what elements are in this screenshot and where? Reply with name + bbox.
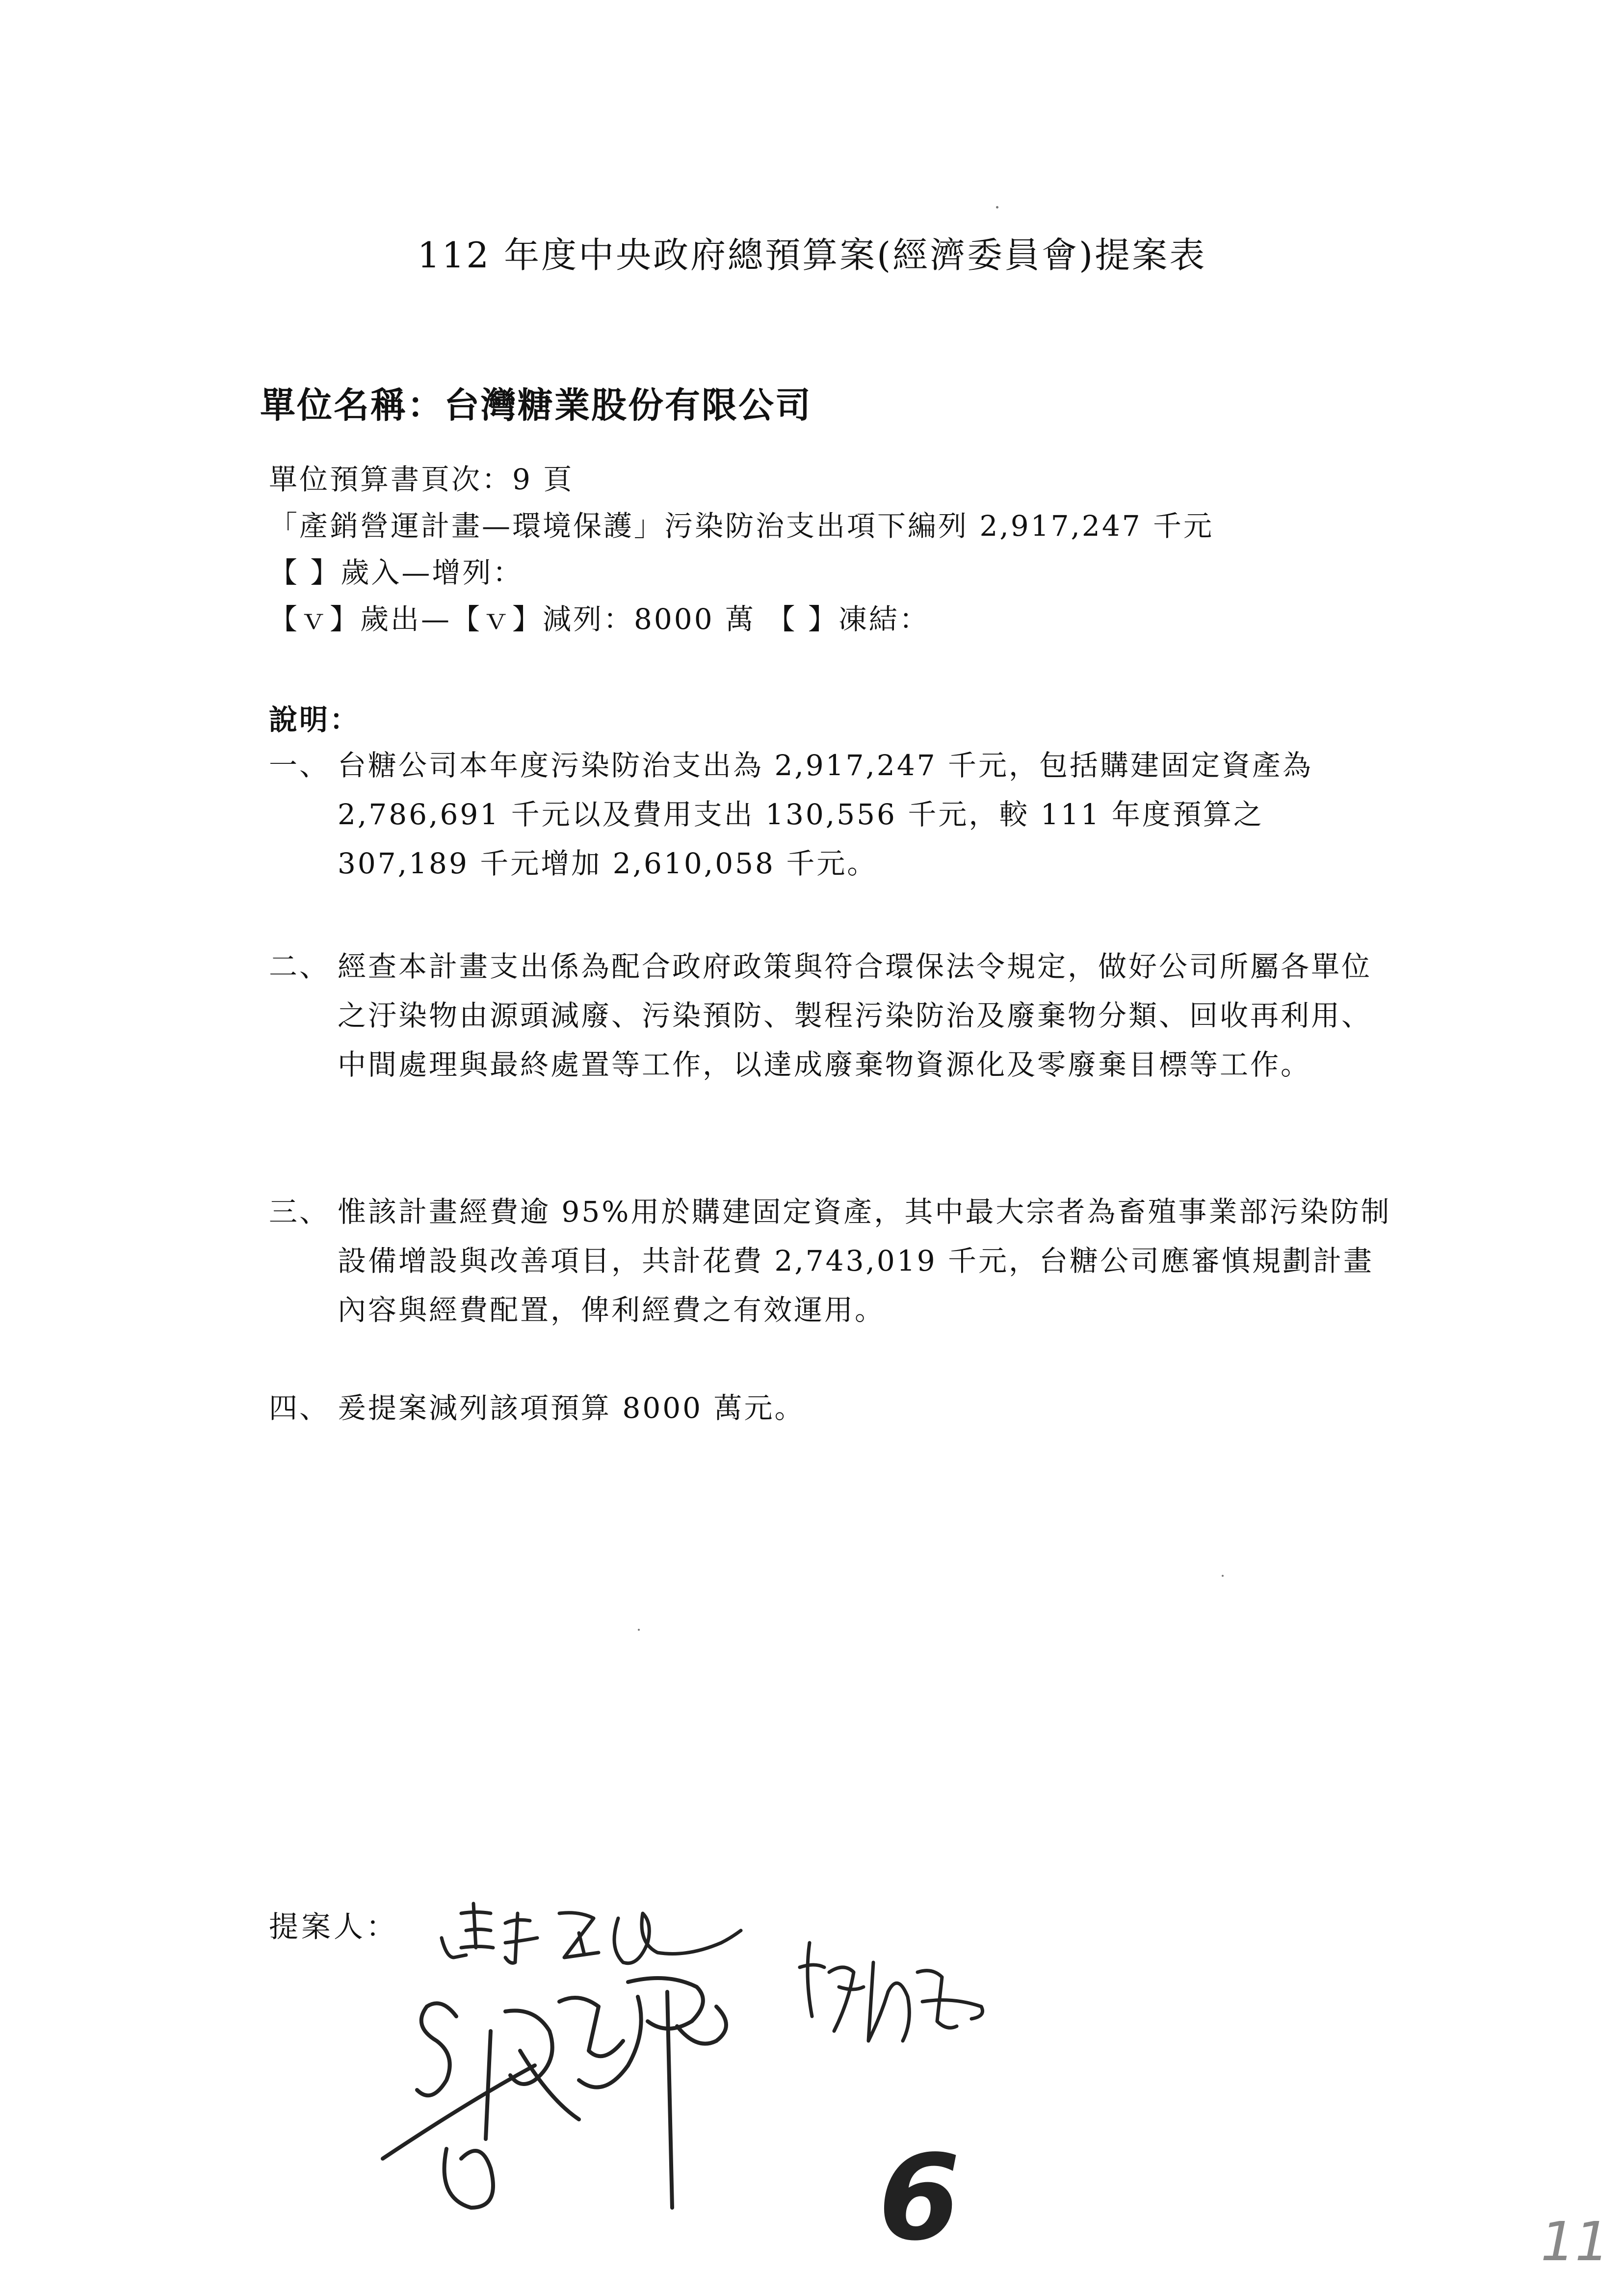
signature-3 bbox=[790, 1933, 996, 2070]
explanation-item-4 bbox=[269, 1383, 1397, 1433]
document-title: 112 年度中央政府總預算案(經濟委員會)提案表 bbox=[417, 235, 1207, 276]
budget-item-line: 「產銷營運計畫—環境保護」污染防治支出項下編列 2,917,247 千元 bbox=[269, 509, 1214, 543]
scan-speck bbox=[996, 206, 998, 209]
item-number: 二、 bbox=[269, 950, 330, 983]
expenditure-line: 【ｖ】歲出—【ｖ】減列：8000 萬 【 】凍結： bbox=[269, 602, 930, 636]
unit-name: 單位名稱：台灣糖業股份有限公司 bbox=[260, 385, 812, 426]
item-text: 惟該計畫經費逾 95%用於購建固定資產，其中最大宗者為畜殖事業部污染防制設備增設與改善項目，共計花費 2,743,019 千元，台糖公司應審慎規劃計畫內容與經費配置，俾利經費之有效運用。 bbox=[338, 1195, 1391, 1327]
page-mark: 11 bbox=[1541, 2210, 1609, 2273]
item-number: 四、 bbox=[269, 1391, 330, 1425]
item-number: 一、 bbox=[269, 749, 330, 782]
scan-speck bbox=[638, 1629, 640, 1631]
item-text: 台糖公司本年度污染防治支出為 2,917,247 千元，包括購建固定資產為 2,786,691 千元以及費用支出 130,556 千元，較 111 年度預算之 307,189 千元增加 2,610,058 千元。 bbox=[338, 749, 1313, 880]
item-number: 三、 bbox=[269, 1195, 330, 1228]
revenue-line: 【 】歲入—增列： bbox=[269, 556, 524, 589]
item-text: 爰提案減列該項預算 8000 萬元。 bbox=[338, 1391, 805, 1425]
signature-2 bbox=[373, 1953, 814, 2257]
scan-speck bbox=[1222, 1575, 1224, 1577]
proposer-label: 提案人： bbox=[269, 1910, 398, 1944]
handwritten-number: 6 bbox=[878, 2129, 960, 2267]
budget-page-line: 單位預算書頁次：9 頁 bbox=[269, 463, 574, 496]
explanation-heading: 說明： bbox=[269, 703, 361, 736]
explanation-item-1 bbox=[269, 741, 1397, 888]
explanation-item-2 bbox=[269, 942, 1397, 1089]
item-text: 經查本計畫支出係為配合政府政策與符合環保法令規定，做好公司所屬各單位之汙染物由源頭減廢、污染預防、製程污染防治及廢棄物分類、回收再利用、中間處理與最終處置等工作，以達成廢棄物資源化及零廢棄目標等工作。 bbox=[338, 950, 1372, 1081]
explanation-item-3 bbox=[269, 1187, 1397, 1334]
